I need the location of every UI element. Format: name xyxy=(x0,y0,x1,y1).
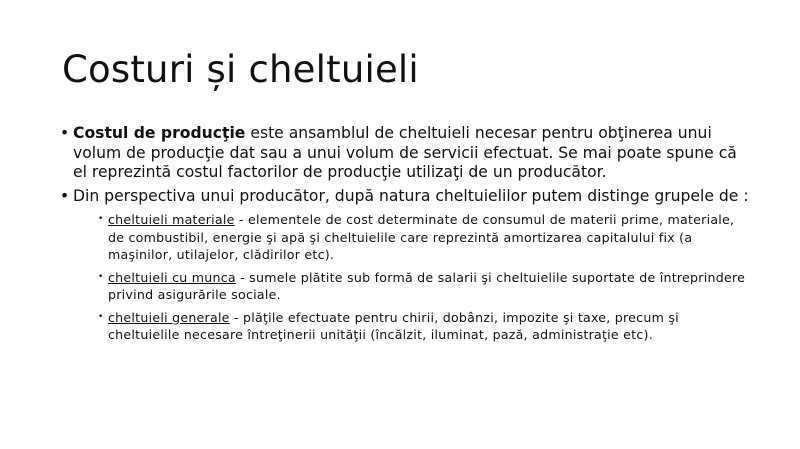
slide-title: Costuri și cheltuieli xyxy=(62,48,419,91)
sub-bullet-term: cheltuieli generale xyxy=(108,309,230,325)
bullet-expense-groups xyxy=(60,187,750,344)
bullet-dot-icon: • xyxy=(60,124,70,142)
sub-bullet-term: cheltuieli cu munca xyxy=(108,269,236,285)
sub-bullet-dot-icon: • xyxy=(98,271,104,282)
bullet-cost-definition xyxy=(60,124,750,183)
sub-bullet-text: - elementele de cost determinate de consumul de materii prime, materiale, de combustibil, energie şi apă şi cheltuielile care reprezintă amortizarea capitalului fix (a maşinilor, utilajelor, clădirilor etc). xyxy=(108,212,735,262)
sub-bullet-dot-icon: • xyxy=(98,311,104,322)
sub-bullet-labor-expenses xyxy=(98,269,750,304)
sub-bullet-general-expenses xyxy=(98,309,750,344)
sub-bullet-text: - sumele plătite sub formă de salarii şi cheltuielile suportate de întreprindere privind asigurările sociale. xyxy=(108,269,746,302)
sub-bullet-dot-icon: • xyxy=(98,214,104,224)
sub-bullet-term: cheltuieli materiale xyxy=(108,212,235,227)
bullet-term: Costul de producţie xyxy=(73,124,246,142)
sub-bullet-material-expenses xyxy=(98,211,750,264)
bullet-text: este ansamblul de cheltuieli necesar pentru obţinerea unui volum de producţie dat sau a unui volum de servicii efectuat. Se mai poate spune că el reprezintă costul factorilor de producţie utilizaţi de un producător. xyxy=(73,124,737,181)
sub-bullet-list xyxy=(98,211,750,344)
sub-bullet-text: - plăţile efectuate pentru chirii, dobânzi, impozite şi taxe, precum şi cheltuielile necesare întreţinerii unităţii (încălzit, iluminat, pază, administraţie etc). xyxy=(108,309,679,342)
slide-content xyxy=(60,124,750,349)
bullet-text: Din perspectiva unui producător, după natura cheltuielilor putem distinge grupele de : xyxy=(73,186,749,205)
bullet-dot-icon: • xyxy=(60,186,70,205)
